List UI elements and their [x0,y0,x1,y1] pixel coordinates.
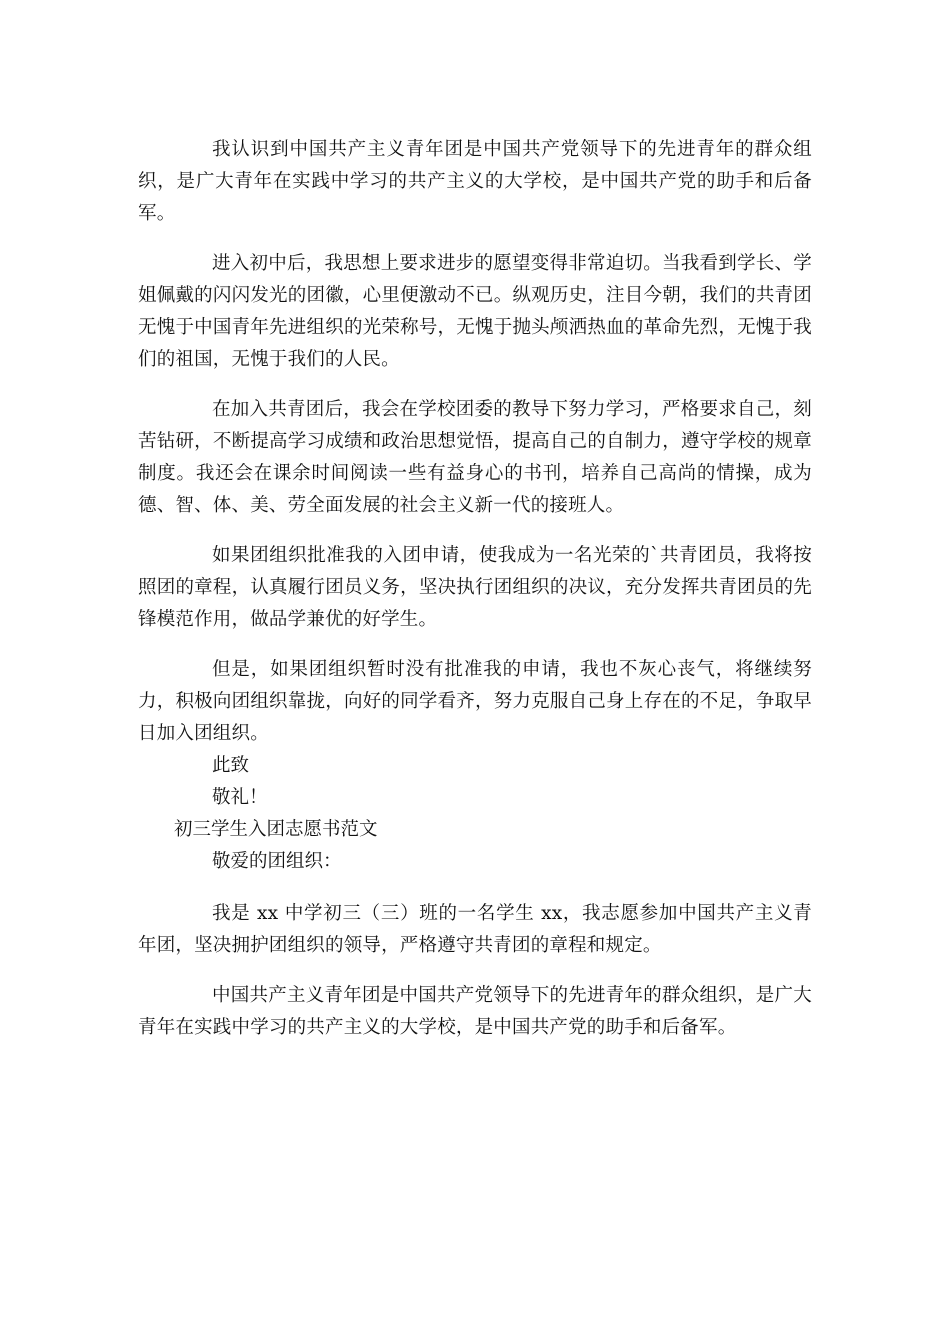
section-title: 初三学生入团志愿书范文 [174,819,378,840]
paragraph-1: 我认识到中国共产主义青年团是中国共产党领导下的先进青年的群众组织，是广大青年在实践中学习的共产主义的大学校，是中国共产党的助手和后备军。 [138,139,812,224]
closing-line-1: 此致 [212,755,250,776]
paragraph-3: 在加入共青团后，我会在学校团委的教导下努力学习，严格要求自己，刻苦钻研，不断提高学习成绩和政治思想觉悟，提高自己的自制力，遵守学校的规章制度。我还会在课余时间阅读一些有益身心的书刊，培养自己高尚的情操，成为德、智、体、美、劳全面发展的社会主义新一代的接班人。 [138,399,812,516]
closing-line-2: 敬礼！ [212,787,268,808]
salutation: 敬爱的团组织： [212,851,342,872]
paragraph-2: 进入初中后，我思想上要求进步的愿望变得非常迫切。当我看到学长、学姐佩戴的闪闪发光的团徽，心里便激动不已。纵观历史，注目今朝，我们的共青团无愧于中国青年先进组织的光荣称号，无愧于抛头颅洒热血的革命先烈，无愧于我们的祖国，无愧于我们的人民。 [138,253,812,370]
paragraph-7: 中国共产主义青年团是中国共产党领导下的先进青年的群众组织，是广大青年在实践中学习的共产主义的大学校，是中国共产党的助手和后备军。 [138,985,812,1038]
document-body [138,134,812,1044]
paragraph-5: 但是，如果团组织暂时没有批准我的申请，我也不灰心丧气，将继续努力，积极向团组织靠拢，向好的同学看齐，努力克服自己身上存在的不足，争取早日加入团组织。 [138,659,812,744]
paragraph-4: 如果团组织批准我的入团申请，使我成为一名光荣的`共青团员，我将按照团的章程，认真履行团员义务，坚决执行团组织的决议，充分发挥共青团员的先锋模范作用，做品学兼优的好学生。 [138,545,812,630]
paragraph-6: 我是 xx 中学初三（三）班的一名学生 xx，我志愿参加中国共产主义青年团，坚决拥护团组织的领导，严格遵守共青团的章程和规定。 [138,903,812,956]
